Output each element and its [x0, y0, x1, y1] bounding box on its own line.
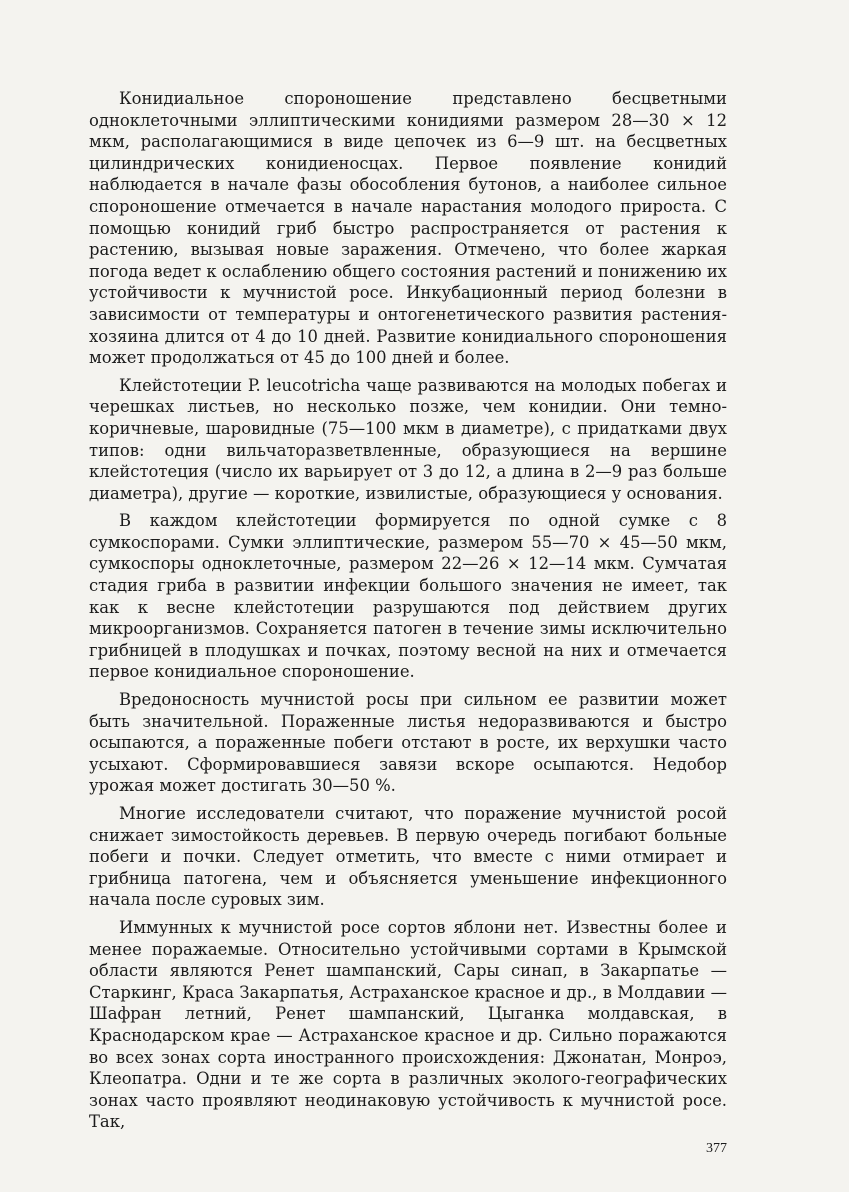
page-number: 377	[706, 1141, 727, 1156]
paragraph-cleistothecia: Клейстотеции P. leucotricha чаще развиваются на молодых побегах и черешках листьев, но несколько позже, чем конидии. Они темно-коричневые, шаровидные (75—100 мкм в диаметре), с придатками двух типов: одни вильчаторазветвленные, образующиеся на вершине клейстотеция (число их варьирует от 3 до 12, а длина в 2—9 раз больше диаметра), другие — короткие, извилистые, образующиеся у основания.	[89, 375, 727, 503]
paragraph-varieties: Иммунных к мучнистой росе сортов яблони нет. Известны более и менее поражаемые. Относительно устойчивыми сортами в Крымской области являются Ренет шампанский, Сары синап, в Закарпатье — Старкинг, Краса Закарпатья, Астраханское красное и др., в Молдавии — Шафран летний, Ренет шампанский, Цыганка молдавская, в Краснодарском крае — Астраханское красное и др. Сильно поражаются во всех зонах сорта иностранного происхождения: Джонатан, Монроэ, Клеопатра. Одни и те же сорта в различных эколого-географических зонах часто проявляют неодинаковую устойчивость к мучнистой росе. Так,	[89, 917, 727, 1132]
paragraph-winter-hardiness: Многие исследователи считают, что поражение мучнистой росой снижает зимостойкость деревьев. В первую очередь погибают больные побеги и почки. Следует отметить, что вместе с ними отмирает и грибница патогена, чем и объясняется уменьшение инфекционного начала после суровых зим.	[89, 804, 727, 910]
paragraph-harmfulness: Вредоносность мучнистой росы при сильном ее развитии может быть значительной. Пораженные листья недоразвиваются и быстро осыпаются, а пораженные побеги отстают в росте, их верхушки часто усыхают. Сформировавшиеся завязи вскоре осыпаются. Недобор урожая может достигать 30—50 %.	[89, 690, 727, 796]
paragraph-asci: В каждом клейстотеции формируется по одной сумке с 8 сумкоспорами. Сумки эллиптические, размером 55—70 × 45—50 мкм, сумкоспоры одноклеточные, размером 22—26 × 12—14 мкм. Сумчатая стадия гриба в развитии инфекции большого значения не имеет, так как к весне клейстотеции разрушаются под действием других микроорганизмов. Сохраняется патоген в течение зимы исключительно грибницей в плодушках и почках, поэтому весной на них и отмечается первое конидиальное спороношение.	[89, 511, 727, 682]
paragraph-conidial-sporulation: Конидиальное спороношение представлено бесцветными одноклеточными эллиптическими конидиями размером 28—30 × 12 мкм, располагающимися в виде цепочек из 6—9 шт. на бесцветных цилиндрических конидиеносцах. Первое появление конидий наблюдается в начале фазы обособления бутонов, а наиболее сильное спороношение отмечается в начале нарастания молодого прироста. С помощью конидий гриб быстро распространяется от растения к растению, вызывая новые заражения. Отмечено, что более жаркая погода ведет к ослаблению общего состояния растений и понижению их устойчивости к мучнистой росе. Инкубационный период болезни в зависимости от температуры и онтогенетического развития растения-хозяина длится от 4 до 10 дней. Развитие конидиального спороношения может продолжаться от 45 до 100 дней и более.	[89, 89, 727, 368]
body-text	[89, 88, 727, 1133]
